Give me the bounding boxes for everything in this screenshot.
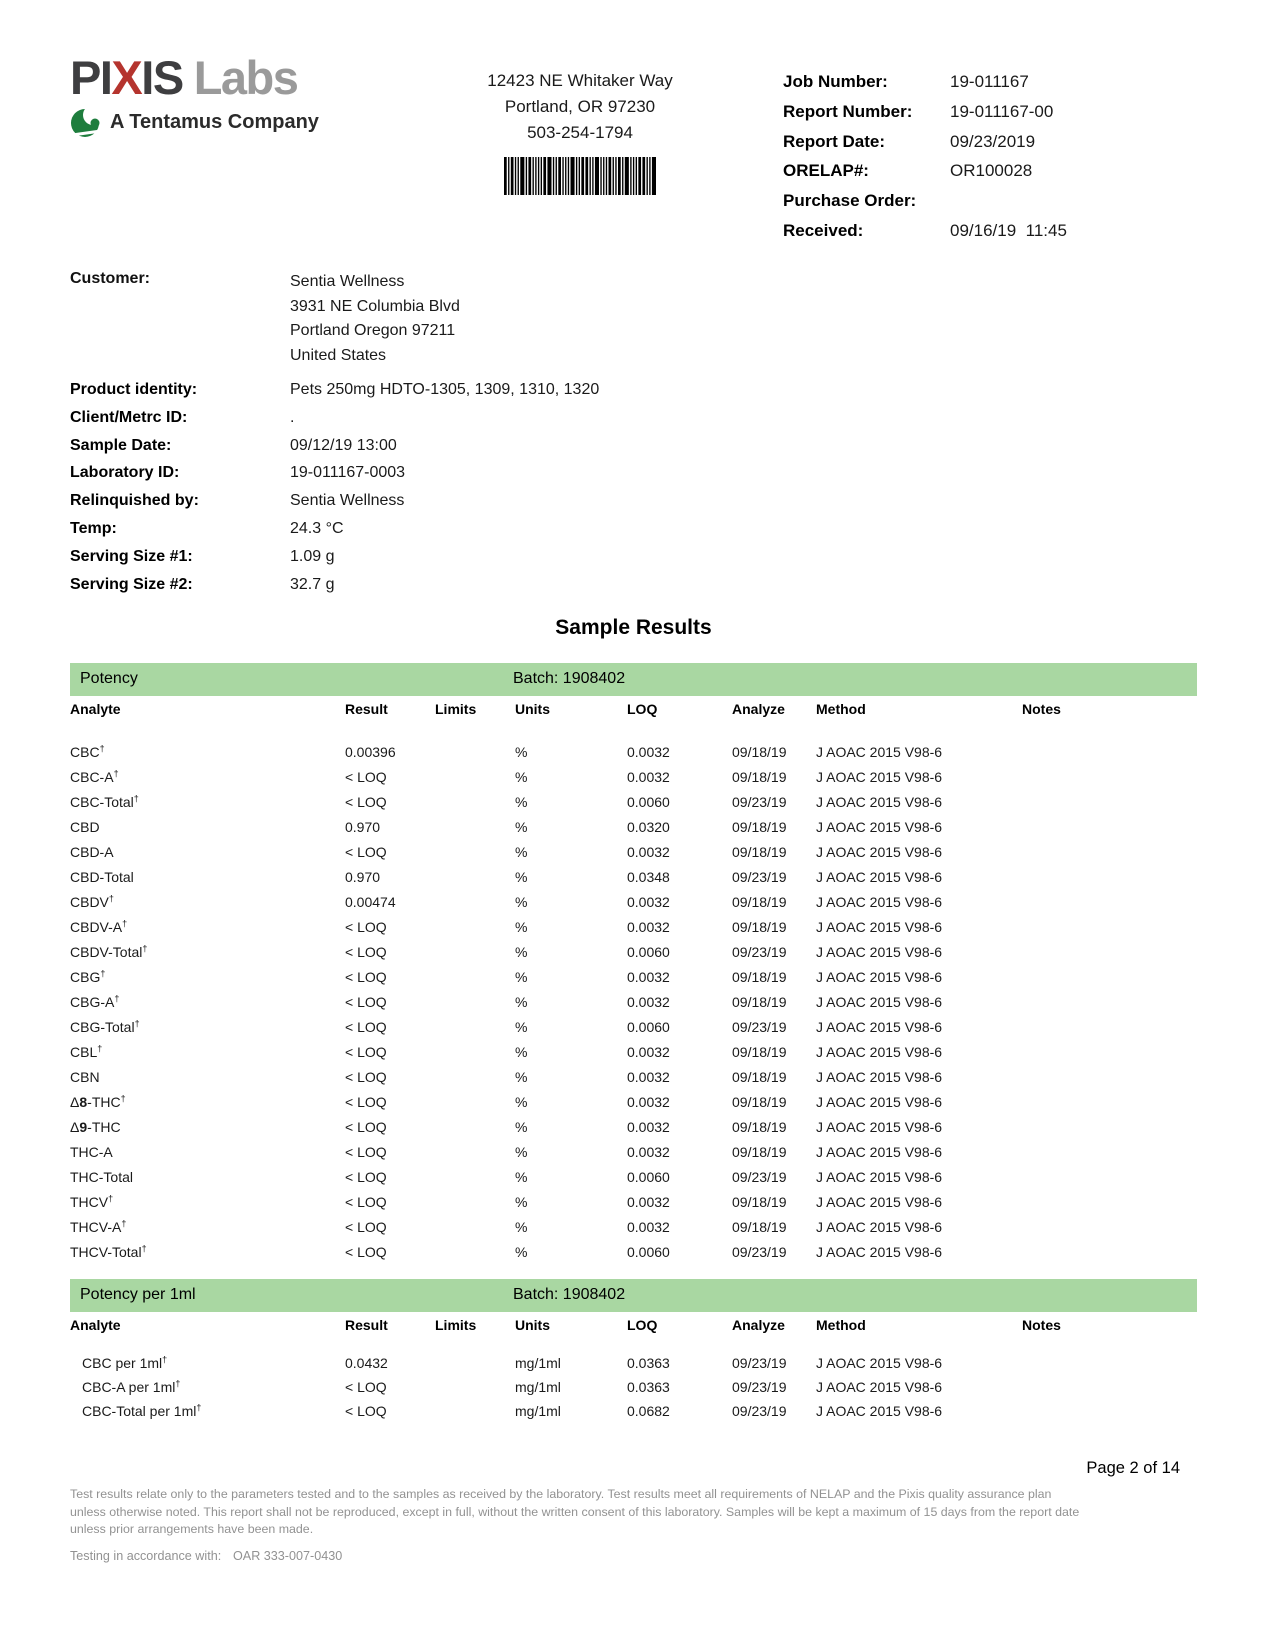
- table-cell: < LOQ: [345, 1043, 387, 1060]
- table-cell: mg/1ml: [515, 1379, 561, 1395]
- table-cell: [435, 764, 515, 789]
- table-cell: THC-Total: [70, 1168, 134, 1185]
- column-header: Method: [816, 1317, 866, 1333]
- table-cell: %: [515, 943, 528, 960]
- sample-info-label: Sample Date:: [70, 436, 172, 454]
- lab-address-line: 12423 NE Whitaker Way: [487, 71, 673, 90]
- column-header: Result: [345, 1317, 388, 1333]
- table-cell: < LOQ: [345, 768, 387, 785]
- table-cell: [1022, 839, 1197, 864]
- column-header: Notes: [1022, 1317, 1061, 1333]
- table-cell: 09/23/19: [732, 1403, 787, 1419]
- testing-accordance-line: [70, 1549, 342, 1563]
- table-row: [70, 739, 1197, 764]
- table-cell: [1022, 1064, 1197, 1089]
- customer-address: [290, 270, 460, 369]
- table-cell: CBC-A†: [70, 767, 119, 785]
- table-cell: %: [515, 1043, 528, 1060]
- table-cell: %: [515, 1218, 528, 1235]
- table-cell: < LOQ: [345, 1379, 387, 1395]
- customer-address-line: Portland Oregon 97211: [290, 322, 456, 340]
- table-cell: < LOQ: [345, 793, 387, 810]
- section-title: Sample Results: [555, 616, 712, 639]
- table-row: [70, 1375, 1197, 1399]
- table-cell: CBC per 1ml†: [82, 1354, 168, 1371]
- table-row: [70, 1064, 1197, 1089]
- table-cell: 09/23/19: [732, 943, 787, 960]
- table-cell: < LOQ: [345, 1403, 387, 1419]
- job-info-label: Received:: [783, 220, 864, 240]
- table-cell: [435, 1375, 515, 1399]
- sample-info-value: 1.09 g: [290, 547, 335, 565]
- logo-wordmark: [70, 51, 319, 104]
- table-cell: [1022, 789, 1197, 814]
- sample-info-block: [70, 381, 599, 603]
- table-cell: 09/18/19: [732, 968, 787, 985]
- table-cell: CBL†: [70, 1042, 103, 1060]
- table-cell: CBD-Total: [70, 868, 134, 885]
- customer-address-line: 3931 NE Columbia Blvd: [290, 297, 460, 315]
- table-cell: 09/23/19: [732, 868, 787, 885]
- table-row: [70, 789, 1197, 814]
- table-cell: 0.00396: [345, 743, 396, 760]
- table-cell: [1022, 1089, 1197, 1114]
- table-cell: 0.0060: [627, 1243, 670, 1260]
- table-cell: 0.0363: [627, 1355, 670, 1371]
- table-cell: 09/23/19: [732, 1168, 787, 1185]
- column-header: Analyte: [70, 1317, 121, 1333]
- table-cell: [1022, 739, 1197, 764]
- table-cell: < LOQ: [345, 1068, 387, 1085]
- table-cell: %: [515, 1193, 528, 1210]
- table-cell: mg/1ml: [515, 1403, 561, 1419]
- table-cell: J AOAC 2015 V98-6: [816, 968, 943, 985]
- table-cell: 09/18/19: [732, 918, 787, 935]
- batch-label: Batch: 1908402: [513, 1286, 626, 1303]
- table-cell: [435, 814, 515, 839]
- job-info-value: 19-011167: [950, 72, 1029, 91]
- table-cell: 0.0032: [627, 1143, 670, 1160]
- table-cell: 09/18/19: [732, 1143, 787, 1160]
- potency-per-1ml-section-bar: [70, 1279, 1197, 1312]
- table-cell: 09/18/19: [732, 1068, 787, 1085]
- table-cell: 09/18/19: [732, 843, 787, 860]
- table-cell: J AOAC 2015 V98-6: [816, 1355, 943, 1371]
- job-info-block: [783, 72, 1067, 251]
- table-cell: J AOAC 2015 V98-6: [816, 1379, 943, 1395]
- table-cell: < LOQ: [345, 943, 387, 960]
- table-cell: 09/18/19: [732, 1043, 787, 1060]
- table-cell: %: [515, 1068, 528, 1085]
- table-cell: THCV†: [70, 1192, 114, 1210]
- table-cell: 09/18/19: [732, 893, 787, 910]
- table-cell: [1022, 889, 1197, 914]
- table-cell: < LOQ: [345, 1143, 387, 1160]
- table-row: [70, 1399, 1197, 1423]
- table-cell: 0.970: [345, 818, 381, 835]
- table-cell: %: [515, 1018, 528, 1035]
- table-cell: 0.0032: [627, 893, 670, 910]
- table-cell: Δ8-THC†: [70, 1092, 126, 1110]
- table-cell: [435, 739, 515, 764]
- logo-text-pi: PI: [70, 51, 112, 104]
- table-cell: %: [515, 768, 528, 785]
- table-cell: 0.0032: [627, 1118, 670, 1135]
- column-header: Limits: [435, 701, 477, 717]
- table-cell: 0.0060: [627, 1168, 670, 1185]
- table-cell: [435, 864, 515, 889]
- table-cell: 09/18/19: [732, 1193, 787, 1210]
- lab-address-block: [425, 68, 735, 203]
- page-number: Page 2 of 14: [1086, 1459, 1180, 1477]
- table-cell: J AOAC 2015 V98-6: [816, 793, 943, 810]
- sample-info-value: Sentia Wellness: [290, 492, 405, 510]
- table-cell: 09/18/19: [732, 993, 787, 1010]
- testing-label: Testing in accordance with:: [70, 1549, 222, 1563]
- table-cell: J AOAC 2015 V98-6: [816, 893, 943, 910]
- table-cell: CBC-A per 1ml†: [82, 1378, 181, 1395]
- table-cell: [435, 1089, 515, 1114]
- column-header: Analyze: [732, 701, 785, 717]
- table-cell: [1022, 1139, 1197, 1164]
- job-info-label: Job Number:: [783, 72, 888, 91]
- table-cell: < LOQ: [345, 993, 387, 1010]
- job-info-label: Report Number:: [783, 101, 913, 121]
- table-cell: J AOAC 2015 V98-6: [816, 943, 943, 960]
- table-cell: [1022, 1164, 1197, 1189]
- table-cell: 09/23/19: [732, 1243, 787, 1260]
- table-row: [70, 1214, 1197, 1239]
- table-cell: CBG-Total†: [70, 1017, 140, 1035]
- table-cell: [1022, 914, 1197, 939]
- table-row: [70, 939, 1197, 964]
- customer-address-line: Sentia Wellness: [290, 273, 405, 290]
- table-cell: 0.0682: [627, 1403, 670, 1419]
- table-row: [70, 1139, 1197, 1164]
- table-row: [70, 1089, 1197, 1114]
- table-row: [70, 914, 1197, 939]
- column-header: Limits: [435, 1317, 477, 1333]
- table-cell: 0.0060: [627, 1018, 670, 1035]
- sample-info-value: .: [290, 408, 295, 426]
- table-cell: [1022, 1375, 1197, 1399]
- table-row: [70, 889, 1197, 914]
- table-cell: 09/23/19: [732, 1018, 787, 1035]
- table-cell: J AOAC 2015 V98-6: [816, 768, 943, 785]
- table-row: [70, 764, 1197, 789]
- section-name: Potency: [80, 670, 138, 687]
- table-row: [70, 1014, 1197, 1039]
- job-info-label: Purchase Order:: [783, 191, 917, 211]
- table-header-row: [70, 701, 1197, 739]
- column-header: Notes: [1022, 701, 1061, 717]
- table-cell: CBC†: [70, 742, 105, 760]
- table-cell: < LOQ: [345, 1193, 387, 1210]
- table-cell: J AOAC 2015 V98-6: [816, 1093, 943, 1110]
- table-row: [70, 839, 1197, 864]
- table-cell: 0.970: [345, 868, 381, 885]
- table-cell: J AOAC 2015 V98-6: [816, 1243, 943, 1260]
- table-cell: 0.0032: [627, 1218, 670, 1235]
- table-cell: Δ9-THC: [70, 1118, 121, 1135]
- table-cell: J AOAC 2015 V98-6: [816, 743, 943, 760]
- table-cell: [1022, 1214, 1197, 1239]
- table-cell: 09/23/19: [732, 1379, 787, 1395]
- table-row: [70, 1239, 1197, 1264]
- table-cell: 0.0032: [627, 1193, 670, 1210]
- table-cell: %: [515, 818, 528, 835]
- table-cell: [435, 1139, 515, 1164]
- table-cell: 0.0032: [627, 1068, 670, 1085]
- table-row: [70, 989, 1197, 1014]
- table-cell: J AOAC 2015 V98-6: [816, 1218, 943, 1235]
- table-cell: [435, 1214, 515, 1239]
- table-row: [70, 1164, 1197, 1189]
- table-cell: [435, 889, 515, 914]
- table-cell: 09/18/19: [732, 1093, 787, 1110]
- table-cell: [435, 1399, 515, 1423]
- potency-table: [70, 701, 1197, 1264]
- table-cell: THC-A: [70, 1143, 113, 1160]
- table-cell: CBD-A: [70, 843, 114, 860]
- table-cell: %: [515, 918, 528, 935]
- sample-info-value: 09/12/19 13:00: [290, 436, 397, 454]
- table-cell: CBG†: [70, 967, 106, 985]
- table-cell: < LOQ: [345, 968, 387, 985]
- job-info-label: ORELAP#:: [783, 161, 869, 181]
- table-cell: [435, 964, 515, 989]
- job-info-label: Report Date:: [783, 131, 886, 151]
- table-cell: CBD: [70, 818, 100, 835]
- logo-text-labs: Labs: [193, 51, 298, 104]
- table-cell: [1022, 939, 1197, 964]
- table-cell: [435, 839, 515, 864]
- table-cell: [435, 1014, 515, 1039]
- table-cell: [1022, 1351, 1197, 1375]
- table-cell: [1022, 1239, 1197, 1264]
- lab-address-line: Portland, OR 97230: [504, 97, 656, 116]
- table-cell: CBG-A†: [70, 992, 120, 1010]
- sample-info-label: Serving Size #2:: [70, 575, 193, 593]
- table-row: [70, 864, 1197, 889]
- table-cell: [435, 1164, 515, 1189]
- customer-label: Customer:: [70, 270, 151, 287]
- table-cell: J AOAC 2015 V98-6: [816, 1043, 943, 1060]
- table-cell: %: [515, 743, 528, 760]
- table-cell: 0.00474: [345, 893, 396, 910]
- table-cell: [435, 1039, 515, 1064]
- table-cell: [435, 789, 515, 814]
- customer-address-line: United States: [290, 347, 387, 365]
- table-cell: [1022, 964, 1197, 989]
- sample-info-label: Client/Metrc ID:: [70, 408, 188, 426]
- table-cell: J AOAC 2015 V98-6: [816, 1143, 943, 1160]
- table-cell: 0.0363: [627, 1379, 670, 1395]
- table-cell: 09/23/19: [732, 793, 787, 810]
- tentamus-leaf-icon: [70, 106, 102, 138]
- table-cell: THCV-Total†: [70, 1242, 147, 1260]
- table-cell: J AOAC 2015 V98-6: [816, 918, 943, 935]
- sample-info-value: 19-011167-0003: [290, 464, 406, 482]
- table-row: [70, 1189, 1197, 1214]
- table-cell: [435, 914, 515, 939]
- table-cell: mg/1ml: [515, 1355, 561, 1371]
- sample-info-value: 24.3 °C: [290, 519, 344, 537]
- column-header: LOQ: [627, 1317, 658, 1333]
- table-cell: %: [515, 893, 528, 910]
- table-cell: [435, 1239, 515, 1264]
- sample-info-value: Pets 250mg HDTO-1305, 1309, 1310, 1320: [290, 381, 600, 398]
- barcode: [425, 157, 735, 203]
- table-cell: %: [515, 968, 528, 985]
- table-cell: %: [515, 1243, 528, 1260]
- table-cell: THCV-A†: [70, 1217, 127, 1235]
- table-cell: J AOAC 2015 V98-6: [816, 993, 943, 1010]
- table-cell: [1022, 764, 1197, 789]
- table-cell: < LOQ: [345, 1168, 387, 1185]
- table-row: [70, 814, 1197, 839]
- table-cell: 0.0032: [627, 1043, 670, 1060]
- table-cell: J AOAC 2015 V98-6: [816, 1118, 943, 1135]
- table-cell: [1022, 1039, 1197, 1064]
- table-cell: J AOAC 2015 V98-6: [816, 818, 943, 835]
- sample-info-label: Laboratory ID:: [70, 464, 180, 482]
- table-cell: CBC-Total per 1ml†: [82, 1402, 202, 1419]
- table-cell: [1022, 1399, 1197, 1423]
- section-name: Potency per 1ml: [80, 1286, 196, 1303]
- table-cell: 0.0060: [627, 943, 670, 960]
- table-row: [70, 964, 1197, 989]
- table-cell: J AOAC 2015 V98-6: [816, 843, 943, 860]
- table-cell: 0.0032: [627, 968, 670, 985]
- table-cell: 09/23/19: [732, 1355, 787, 1371]
- column-header: Analyte: [70, 701, 121, 717]
- lab-phone: 503-254-1794: [527, 123, 633, 142]
- table-cell: 09/18/19: [732, 1218, 787, 1235]
- table-cell: 0.0032: [627, 918, 670, 935]
- table-header-row: [70, 1317, 1197, 1351]
- sample-info-value: 32.7 g: [290, 575, 335, 593]
- potency-section-bar: [70, 663, 1197, 696]
- column-header: LOQ: [627, 701, 658, 717]
- logo-text-x: X: [111, 51, 142, 104]
- table-cell: [1022, 814, 1197, 839]
- sample-info-label: Product identity:: [70, 381, 198, 398]
- job-info-value: 09/16/19 11:45: [950, 220, 1067, 240]
- table-cell: %: [515, 1143, 528, 1160]
- table-cell: [435, 1189, 515, 1214]
- column-header: Units: [515, 701, 550, 717]
- table-cell: 0.0320: [627, 818, 670, 835]
- table-cell: %: [515, 843, 528, 860]
- table-cell: < LOQ: [345, 1118, 387, 1135]
- table-cell: %: [515, 1168, 528, 1185]
- table-row: [70, 1114, 1197, 1139]
- table-cell: 0.0060: [627, 793, 670, 810]
- table-cell: 0.0032: [627, 768, 670, 785]
- table-row: [70, 1039, 1197, 1064]
- column-header: Result: [345, 701, 388, 717]
- batch-label: Batch: 1908402: [513, 670, 626, 687]
- column-header: Units: [515, 1317, 550, 1333]
- job-info-value: 09/23/2019: [950, 131, 1036, 151]
- testing-value: OAR 333-007-0430: [233, 1549, 343, 1563]
- table-cell: 0.0032: [627, 993, 670, 1010]
- disclaimer-text: Test results relate only to the parameters tested and to the samples as received by the laboratory. Test results meet all requirements of NELAP and the Pixis quality assurance plan unless otherwise noted. This report shall not be reproduced, except in full, without the written consent of this laboratory. Samples will be kept a maximum of 15 days from the report date unless prior arrangements have been made.: [70, 1487, 1080, 1537]
- table-cell: < LOQ: [345, 918, 387, 935]
- table-row: [70, 1351, 1197, 1375]
- table-cell: 09/18/19: [732, 1118, 787, 1135]
- job-info-value: 19-011167-00: [950, 101, 1054, 121]
- table-cell: [435, 989, 515, 1014]
- table-cell: < LOQ: [345, 1093, 387, 1110]
- table-cell: < LOQ: [345, 1018, 387, 1035]
- tagline-text: A Tentamus Company: [110, 110, 319, 133]
- table-cell: CBDV-A†: [70, 917, 128, 935]
- table-cell: 09/18/19: [732, 818, 787, 835]
- table-cell: 0.0432: [345, 1355, 388, 1371]
- table-cell: J AOAC 2015 V98-6: [816, 1068, 943, 1085]
- table-cell: J AOAC 2015 V98-6: [816, 1018, 943, 1035]
- table-cell: J AOAC 2015 V98-6: [816, 868, 943, 885]
- table-cell: [435, 939, 515, 964]
- table-cell: [435, 1114, 515, 1139]
- table-cell: 0.0032: [627, 1093, 670, 1110]
- table-cell: %: [515, 993, 528, 1010]
- table-cell: [435, 1064, 515, 1089]
- table-cell: %: [515, 793, 528, 810]
- table-cell: 0.0032: [627, 843, 670, 860]
- sample-info-label: Serving Size #1:: [70, 547, 193, 565]
- logo-tagline: [70, 106, 319, 138]
- column-header: Method: [816, 701, 866, 717]
- table-cell: 09/18/19: [732, 768, 787, 785]
- table-cell: 0.0032: [627, 743, 670, 760]
- table-cell: J AOAC 2015 V98-6: [816, 1403, 943, 1419]
- logo-text-is: IS: [141, 51, 183, 104]
- table-cell: CBC-Total†: [70, 792, 139, 810]
- table-cell: [1022, 864, 1197, 889]
- table-cell: %: [515, 1118, 528, 1135]
- table-cell: < LOQ: [345, 1218, 387, 1235]
- table-cell: [1022, 989, 1197, 1014]
- table-cell: J AOAC 2015 V98-6: [816, 1168, 943, 1185]
- table-cell: [1022, 1014, 1197, 1039]
- sample-info-label: Temp:: [70, 519, 117, 537]
- table-cell: [1022, 1114, 1197, 1139]
- table-cell: CBDV†: [70, 892, 114, 910]
- table-cell: CBDV-Total†: [70, 942, 148, 960]
- table-cell: [1022, 1189, 1197, 1214]
- table-cell: < LOQ: [345, 1243, 387, 1260]
- column-header: Analyze: [732, 1317, 785, 1333]
- pixis-labs-logo: [70, 51, 319, 138]
- table-cell: %: [515, 868, 528, 885]
- job-info-value: [950, 191, 1067, 221]
- table-cell: 09/18/19: [732, 743, 787, 760]
- table-cell: 0.0348: [627, 868, 670, 885]
- table-cell: < LOQ: [345, 843, 387, 860]
- table-cell: %: [515, 1093, 528, 1110]
- job-info-value: OR100028: [950, 161, 1033, 181]
- table-cell: J AOAC 2015 V98-6: [816, 1193, 943, 1210]
- potency-per-1ml-table: [70, 1317, 1197, 1423]
- table-cell: [435, 1351, 515, 1375]
- sample-info-label: Relinquished by:: [70, 492, 199, 510]
- table-cell: CBN: [70, 1068, 100, 1085]
